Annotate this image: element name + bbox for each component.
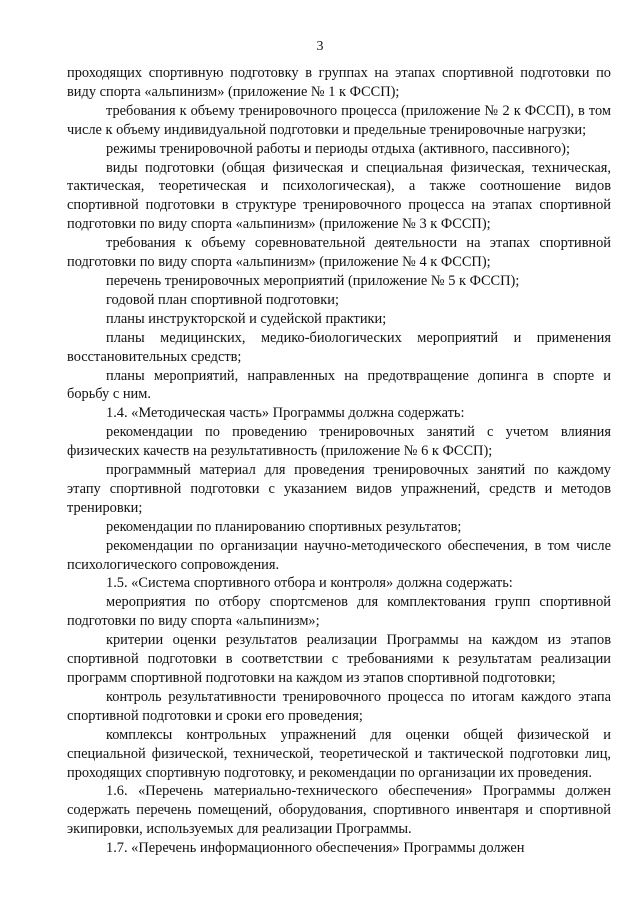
section-heading: 1.4. «Методическая часть» Программы должна содержать: xyxy=(106,405,465,422)
paragraph: программный материал для проведения тренировочных занятий по каждому этапу спортивной подготовки с указанием видов упражнений, средств и методов тренировки; xyxy=(67,462,611,516)
section-heading: 1.5. «Система спортивного отбора и контроля» должна содержать: xyxy=(106,575,513,592)
paragraph: контроль результативности тренировочного процесса по итогам каждого этапа спортивной подготовки и сроки его проведения; xyxy=(67,688,611,724)
paragraph: требования к объему соревновательной деятельности на этапах спортивной подготовки по виду спорта «альпинизм» (приложение № 4 к ФССП); xyxy=(67,235,611,271)
paragraph: рекомендации по организации научно-методического обеспечения, в том числе психологического сопровождения. xyxy=(67,537,611,573)
section-paragraph: 1.6. «Перечень материально-технического обеспечения» Программы должен содержать перечень помещений, оборудования, спортивного инвентаря и спортивной экипировки, используемых для реализации Программы. xyxy=(67,783,611,838)
paragraph: планы мероприятий, направленных на предотвращение допинга в спорте и борьбу с ним. xyxy=(67,367,611,403)
section-paragraph: 1.7. «Перечень информационного обеспечения» Программы должен xyxy=(106,840,525,857)
paragraph: комплексы контрольных упражнений для оценки общей физической и специальной физической, технической, теоретической и тактической подготовки лиц, проходящих спортивную подготовку, и рекомендации по организации их проведения. xyxy=(67,726,611,781)
paragraph: годовой план спортивной подготовки; xyxy=(106,291,340,308)
document-body xyxy=(67,64,611,858)
paragraph: планы инструкторской и судейской практики; xyxy=(106,310,387,327)
paragraph: рекомендации по планированию спортивных результатов; xyxy=(106,518,462,535)
paragraph: планы медицинских, медико-биологических мероприятий и применения восстановительных средств; xyxy=(67,329,611,365)
paragraph: режимы тренировочной работы и периоды отдыха (активного, пассивного); xyxy=(106,140,570,157)
paragraph: рекомендации по проведению тренировочных занятий с учетом влияния физических качеств на результативность (приложение № 6 к ФССП); xyxy=(67,424,611,460)
paragraph: проходящих спортивную подготовку в группах на этапах спортивной подготовки по виду спорта «альпинизм» (приложение № 1 к ФССП); xyxy=(67,65,611,100)
paragraph: требования к объему тренировочного процесса (приложение № 2 к ФССП), в том числе к объему индивидуальной подготовки и предельные тренировочные нагрузки; xyxy=(67,102,611,138)
paragraph: перечень тренировочных мероприятий (приложение № 5 к ФССП); xyxy=(106,272,520,289)
paragraph: виды подготовки (общая физическая и специальная физическая, техническая, тактическая, теоретическая и психологическая), а также соотношение видов спортивной подготовки в структуре тренировочного процесса на этапах спортивной подготовки по виду спорта «альпинизм» (приложение № 3 к ФССП); xyxy=(67,159,611,233)
page-number: 3 xyxy=(316,39,324,54)
paragraph: критерии оценки результатов реализации Программы на каждом из этапов спортивной подготовки в соответствии с требованиями к результатам реализации программ спортивной подготовки на каждом из этапов спортивной подготовки; xyxy=(67,632,611,686)
paragraph: мероприятия по отбору спортсменов для комплектования групп спортивной подготовки по виду спорта «альпинизм»; xyxy=(67,594,611,630)
